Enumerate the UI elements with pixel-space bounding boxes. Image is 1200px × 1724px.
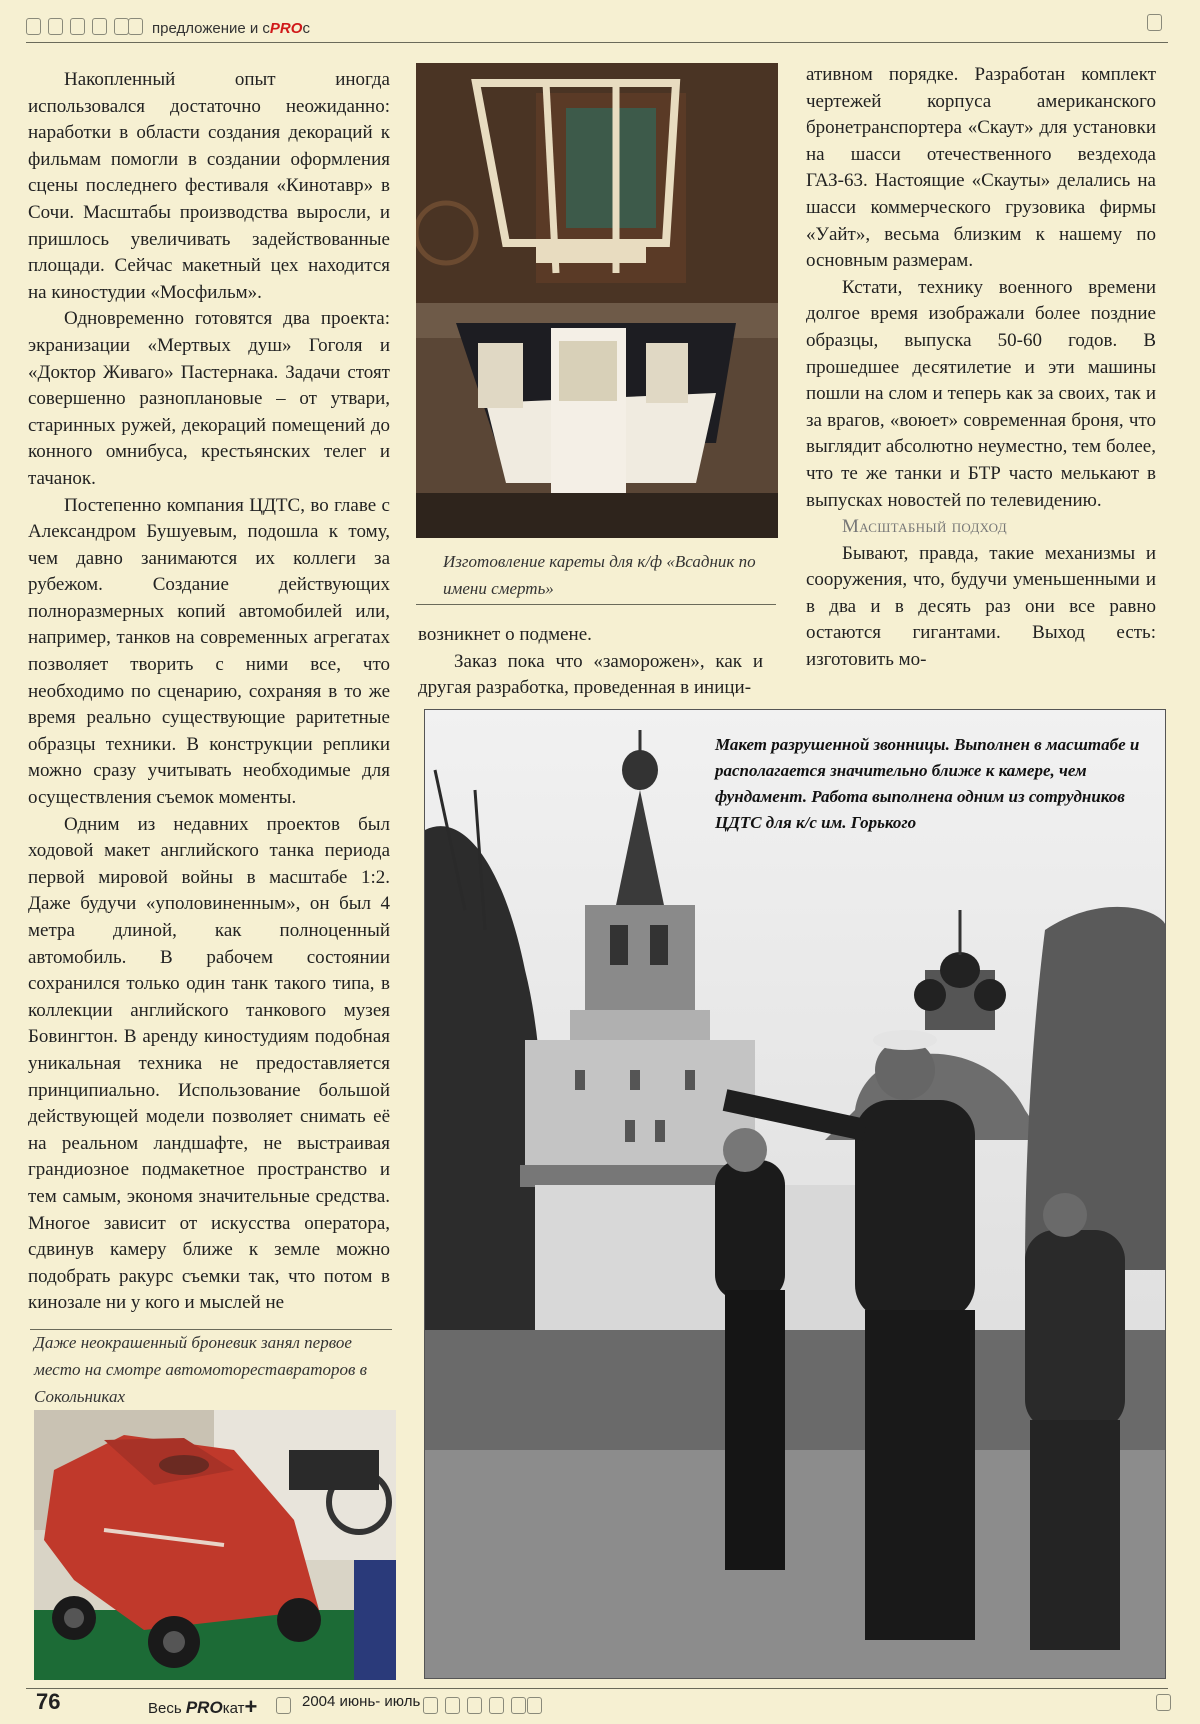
paragraph: Одновременно готовятся два проекта: экранизации «Мертвых душ» Гоголя и «Доктор Живаго» Пастернака. Задачи стоят совершенно разноплановые – от утвари, старинных ружей, декораций помещений до конного омнибуса, крестьянских телег и тачанок.	[28, 308, 390, 489]
middle-column	[418, 622, 763, 702]
issue-date: 2004 июнь- июль	[302, 1693, 421, 1710]
bell-tower-photo	[424, 709, 1166, 1679]
footer-corner-square	[1156, 1694, 1171, 1711]
magazine-name: Весь PROкат+	[148, 1694, 258, 1719]
armored-car-photo	[34, 1410, 396, 1680]
paragraph: Постепенно компания ЦДТС, во главе с Александром Бушуевым, подошла к тому, чем давно занимаются их коллеги за рубежом. Создание действующих полноразмерных копий автомобилей или, например, танков на современных агрегатах позволяет творить с ними все, что необходимо по сценарию, сохраняя в то же время реально существующие раритетные образцы техники. В конструкции реплики можно сразу учитывать необходимые для осуществления съемок моменты.	[28, 494, 390, 809]
paragraph: Кстати, технику военного времени долгое время изображали более поздние образцы, выпуска 50-60 годов. В прошедшее десятилетие и эти машины пошли на слом и теперь как за своих, так и за врагов, «воюет» современная броня, что выглядит абсолютно неуместно, тем более, что те же танки и БТР часто мелькают в выпусках новостей по телевидению.	[806, 276, 1156, 511]
paragraph: Одним из недавних проектов был ходовой макет английского танка периода первой мировой войны в масштабе 1:2. Даже будучи «уполовиненным», он был 4 метра длиной, как полноценный автомобиль. В рабочем состоянии сохранился только один танк такого типа, в коллекции английского танкового музея Бовингтон. В аренду киностудиям подобная уникальная техника не предоставляется принципиально. Использование большой действующей модели позволяет снимать её на реальном ландшафте, не выстраивая грандиозное подмакетное пространство и тем самым, экономя значительные средства. Многое зависит от искусства оператора, сдвинув камеру ближе к земле можно подобрать ракурс съемки так, что потом в кинозале ни у кого и мыслей не	[28, 813, 390, 1314]
page-number: 76	[36, 1689, 61, 1714]
carriage-photo-caption: Изготовление кареты для к/ф «Всадник по имени смерть»	[443, 552, 756, 598]
footer-rule	[26, 1688, 1168, 1689]
paragraph: Бывают, правда, такие механизмы и сооружения, что, будучи уменьшенными и в два и в десять раз они все равно остаются гигантами. Выход есть: изготовить мо-	[806, 542, 1156, 671]
header-title: предложение и сPROс	[152, 20, 310, 37]
bell-tower-caption: Макет разрушенной звонницы. Выполнен в масштабе и располагается значительно ближе к камере, чем фундамент. Работа выполнена одним из сотрудников ЦДТС для к/с им. Горького	[715, 735, 1140, 832]
paragraph: ативном порядке. Разработан комплект чертежей корпуса американского бронетранспортера «Скаут» для установки на шасси отечественного вездехода ГАЗ-63. Настоящие «Скауты» делались на шасси коммерческого грузовика фирмы «Уайт», весьма близким к нашему по основным размерам.	[806, 64, 1156, 272]
header-rule	[26, 42, 1168, 43]
footer-square	[276, 1697, 291, 1714]
left-column	[28, 67, 390, 1317]
paragraph: Накопленный опыт иногда использовался достаточно неожиданно: наработки в области создания декораций к фильмам помогли в создании оформления сцены последнего фестиваля «Кинотавр» в Сочи. Масштабы производства выросли, и пришлось увеличивать задействованные площади. Сейчас макетный цех находится на киностудии «Мосфильм».	[28, 69, 390, 303]
right-column	[806, 62, 1156, 674]
paragraph: возникнет о подмене.	[418, 624, 592, 645]
section-subheading: Масштабный подход	[842, 516, 1007, 538]
header-corner-square	[1147, 14, 1162, 31]
small-photo-caption: Даже неокрашенный броневик занял первое место на смотре автомотореставраторов в Сокольниках	[34, 1333, 368, 1406]
carriage-photo	[416, 63, 778, 538]
paragraph: Заказ пока что «заморожен», как и другая разработка, проведенная в иници-	[418, 650, 763, 699]
caption-rule	[416, 604, 776, 605]
